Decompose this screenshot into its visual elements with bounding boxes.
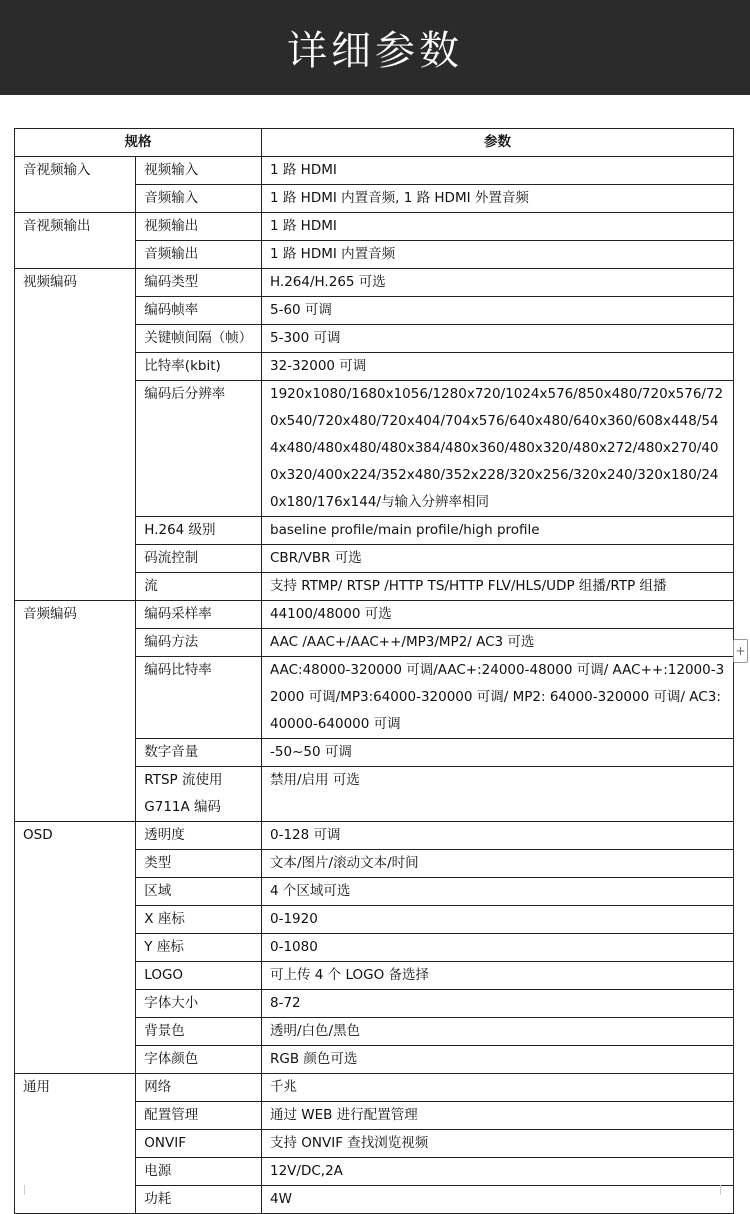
spec-value-cell: AAC /AAC+/AAC++/MP3/MP2/ AC3 可选 <box>262 629 734 657</box>
spec-label-cell: 码流控制 <box>136 545 262 573</box>
spec-value-cell: H.264/H.265 可选 <box>262 269 734 297</box>
spec-label-cell: 字体颜色 <box>136 1046 262 1074</box>
spec-value-cell: 0-1920 <box>262 906 734 934</box>
spec-value-cell: 12V/DC,2A <box>262 1158 734 1186</box>
spec-label-cell: 视频输入 <box>136 157 262 185</box>
spec-label-cell: 音频输入 <box>136 185 262 213</box>
spec-label-cell: H.264 级别 <box>136 517 262 545</box>
spec-label-cell: 背景色 <box>136 1018 262 1046</box>
spec-value-cell: 1 路 HDMI 内置音频, 1 路 HDMI 外置音频 <box>262 185 734 213</box>
table-row <box>15 269 734 297</box>
spec-value-cell: baseline profile/main profile/high profile <box>262 517 734 545</box>
table-row <box>15 822 734 850</box>
spec-value-cell: 可上传 4 个 LOGO 备选择 <box>262 962 734 990</box>
page-title: 详细参数 <box>287 28 463 74</box>
spec-label-cell: 区域 <box>136 878 262 906</box>
spec-value-cell: 支持 RTMP/ RTSP /HTTP TS/HTTP FLV/HLS/UDP 组播/RTP 组播 <box>262 573 734 601</box>
spec-label-cell: X 座标 <box>136 906 262 934</box>
group-name-cell: 音视频输入 <box>15 157 136 213</box>
spec-value-cell: 5-60 可调 <box>262 297 734 325</box>
spec-label-cell: 字体大小 <box>136 990 262 1018</box>
table-row <box>15 1074 734 1102</box>
spec-label-cell: 功耗 <box>136 1186 262 1214</box>
spec-label-cell: 编码采样率 <box>136 601 262 629</box>
spec-label-cell: 视频输出 <box>136 213 262 241</box>
header-spec: 规格 <box>15 129 262 157</box>
spec-value-cell: 透明/白色/黑色 <box>262 1018 734 1046</box>
spec-value-cell: 4W <box>262 1186 734 1214</box>
spec-value-cell: RGB 颜色可选 <box>262 1046 734 1074</box>
spec-value-cell: 5-300 可调 <box>262 325 734 353</box>
spec-label-cell: 配置管理 <box>136 1102 262 1130</box>
spec-table-body <box>15 157 734 1214</box>
spec-value-cell: 4 个区域可选 <box>262 878 734 906</box>
spec-label-cell: 透明度 <box>136 822 262 850</box>
page-corner-mark <box>14 1185 25 1195</box>
spec-label-cell: 编码帧率 <box>136 297 262 325</box>
spec-label-cell: 编码比特率 <box>136 657 262 739</box>
spec-value-cell: AAC:48000-320000 可调/AAC+:24000-48000 可调/ AAC++:12000-32000 可调/MP3:64000-320000 可调/ MP2: 64000-320000 可调/ AC3:40000-640000 可调 <box>262 657 734 739</box>
spec-label-cell: 数字音量 <box>136 739 262 767</box>
spec-value-cell: 44100/48000 可选 <box>262 601 734 629</box>
spec-label-cell: 比特率(kbit) <box>136 353 262 381</box>
add-icon[interactable]: + <box>733 639 748 663</box>
table-row <box>15 157 734 185</box>
spec-label-cell: Y 座标 <box>136 934 262 962</box>
spec-value-cell: 1 路 HDMI <box>262 157 734 185</box>
spec-label-cell: LOGO <box>136 962 262 990</box>
spec-label-cell: 编码类型 <box>136 269 262 297</box>
spec-label-cell: 电源 <box>136 1158 262 1186</box>
page-header <box>0 0 750 95</box>
group-name-cell: 视频编码 <box>15 269 136 601</box>
group-name-cell: 音视频输出 <box>15 213 136 269</box>
spec-label-cell: 类型 <box>136 850 262 878</box>
spec-value-cell: 0-128 可调 <box>262 822 734 850</box>
spec-label-cell: 网络 <box>136 1074 262 1102</box>
group-name-cell: 音频编码 <box>15 601 136 822</box>
spec-label-cell: 流 <box>136 573 262 601</box>
page-corner-mark <box>720 1185 731 1195</box>
spec-value-cell: 1 路 HDMI 内置音频 <box>262 241 734 269</box>
spec-label-cell: RTSP 流使用 G711A 编码 <box>136 767 262 822</box>
spec-label-cell: 关键帧间隔（帧） <box>136 325 262 353</box>
spec-value-cell: -50~50 可调 <box>262 739 734 767</box>
table-row <box>15 213 734 241</box>
spec-value-cell: 1 路 HDMI <box>262 213 734 241</box>
table-header-row <box>15 129 734 157</box>
spec-label-cell: 编码方法 <box>136 629 262 657</box>
group-name-cell: 通用 <box>15 1074 136 1214</box>
spec-value-cell: 文本/图片/滚动文本/时间 <box>262 850 734 878</box>
spec-value-cell: 1920x1080/1680x1056/1280x720/1024x576/850x480/720x576/720x540/720x480/720x404/704x576/640x480/640x360/608x448/544x480/480x480/480x384/480x360/480x320/480x272/480x270/400x320/400x224/352x480/352x228/320x256/320x240/320x180/240x180/176x144/与输入分辨率相同 <box>262 381 734 517</box>
spec-table <box>14 128 734 1214</box>
spec-label-cell: 音频输出 <box>136 241 262 269</box>
spec-label-cell: 编码后分辨率 <box>136 381 262 517</box>
spec-value-cell: 支持 ONVIF 查找浏览视频 <box>262 1130 734 1158</box>
spec-value-cell: 通过 WEB 进行配置管理 <box>262 1102 734 1130</box>
table-row <box>15 601 734 629</box>
group-name-cell: OSD <box>15 822 136 1074</box>
header-param: 参数 <box>262 129 734 157</box>
spec-value-cell: 8-72 <box>262 990 734 1018</box>
spec-value-cell: 禁用/启用 可选 <box>262 767 734 822</box>
spec-value-cell: CBR/VBR 可选 <box>262 545 734 573</box>
spec-value-cell: 千兆 <box>262 1074 734 1102</box>
spec-value-cell: 32-32000 可调 <box>262 353 734 381</box>
spec-label-cell: ONVIF <box>136 1130 262 1158</box>
spec-value-cell: 0-1080 <box>262 934 734 962</box>
